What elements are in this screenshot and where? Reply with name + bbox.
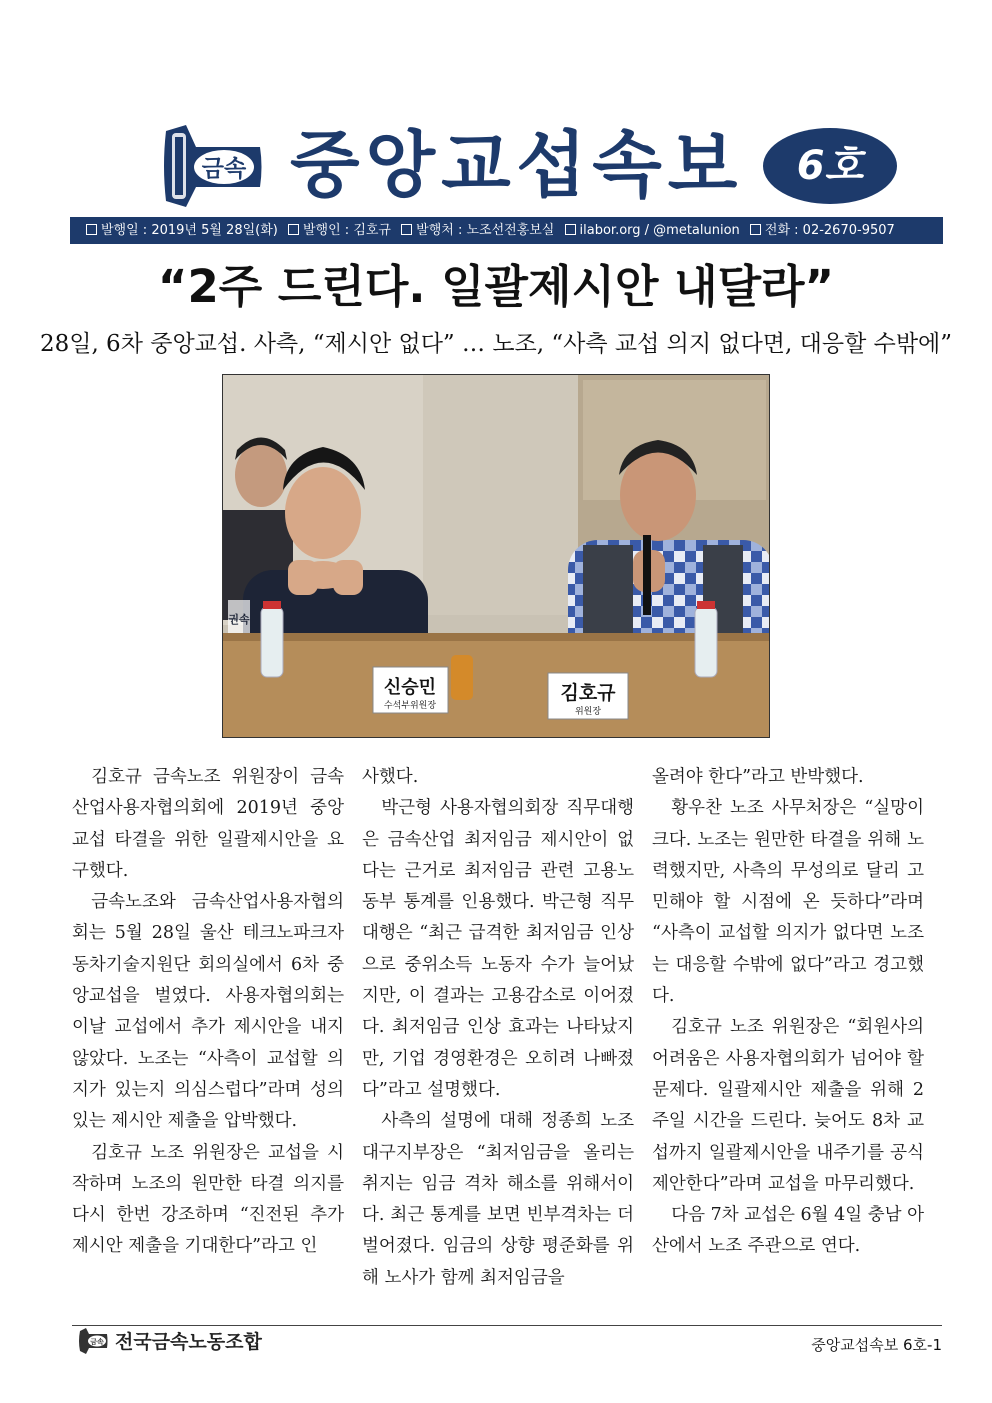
article-column-1 [72,762,344,1263]
article-paragraph: 금속노조와 금속산업사용자협의회는 5월 28일 울산 테크노파크자동차기술지원단 회의실에서 6차 중앙교섭을 벌였다. 사용자협의회는 이날 교섭에서 추가 제시안을 내지 않았다. 노조는 “사측이 교섭할 의지가 있는지 의심스럽다”라며 성의 있는 제시안 제출을 압박했다. [72,892,344,1132]
square-bullet-icon [401,224,412,235]
info-web[interactable]: ilabor.org / @metalunion [579,223,740,238]
footer-page-number: 중앙교섭속보 6호-1 [811,1336,942,1354]
nameplate-left-title: 수석부위원장 [383,701,437,711]
info-office: 발행처 : 노조선전홍보실 [416,223,555,238]
article-paragraph: 올려야 한다”라고 반박했다. [652,767,864,787]
masthead-title: 중앙교섭속보 [290,123,744,207]
article-paragraph: 다음 7차 교섭은 6월 4일 충남 아산에서 노조 주관으로 연다. [652,1205,924,1257]
vest-label: 권속 [228,613,250,626]
nameplate-right-title: 위원장 [574,707,602,717]
article-paragraph: 김호규 금속노조 위원장이 금속산업사용자협의회에 2019년 중앙교섭 타결을 위한 일괄제시안을 요구했다. [72,767,344,881]
publication-info-bar [70,217,943,244]
article-paragraph: 김호규 노조 위원장은 교섭을 시작하며 노조의 원만한 타결 의지를 다시 한번 강조하며 “진전된 추가 제시안 제출을 기대한다”라고 인 [72,1142,344,1257]
nameplate-left-name: 신승민 [383,677,437,698]
article-paragraph: 사측의 설명에 대해 정종희 노조 대구지부장은 “최저임금을 올리는 취지는 임금 격차 해소를 위해서이다. 최근 통계를 보면 빈부격차는 더 벌어졌다. 임금의 상향 평준화를 위해 노사가 함께 최저임금을 [362,1111,634,1288]
subheadline: 28일, 6차 중앙교섭. 사측, “제시안 없다” … 노조, “사측 교섭 의지 없다면, 대응할 수밖에” [39,331,953,357]
masthead [0,0,992,215]
union-logo [162,125,264,207]
square-bullet-icon [750,224,761,235]
article-column-2 [362,762,634,1294]
article-paragraph: 황우찬 노조 사무처장은 “실망이 크다. 노조는 원만한 타결을 위해 노력했지만, 사측의 무성의로 달리 고민해야 할 시점에 온 듯하다”라며 “사측이 교섭할 의지가 없다면 노조는 대응할 수밖에 없다”라고 경고했다. [652,798,924,1007]
footer-logo-icon [78,1328,108,1354]
meeting-photo [222,374,770,738]
article-paragraph: 박근형 사용자협의회장 직무대행은 금속산업 최저임금 제시안이 없다는 근거로 최저임금 관련 고용노동부 통계를 인용했다. 박근형 직무대행은 “최근 급격한 최저임금 인상으로 중위소득 노동자 수가 늘어났지만, 이 결과는 고용감소로 이어졌다. 최저임금 인상 효과는 나타났지만, 기업 경영환경은 오히려 나빠졌다”라고 설명했다. [362,798,634,1100]
nameplate-right-name: 김호규 [560,682,616,704]
article-paragraph: 김호규 노조 위원장은 “회원사의 어려움은 사용자협의회가 넘어야 할 문제다. 일괄제시안 제출을 위해 2주일 시간을 드린다. 늦어도 8차 교섭까지 일괄제시안을 내주기를 공식 제안한다”라며 교섭을 마무리했다. [652,1017,924,1194]
logo-text: 금속 [201,156,247,182]
info-phone: 전화 : 02-2670-9507 [764,223,895,238]
footer-logo-text: 금속 [90,1338,104,1346]
square-bullet-icon [86,224,97,235]
article-paragraph: 사했다. [362,767,419,787]
footer-divider [72,1325,942,1326]
headline: “2주 드린다. 일괄제시안 내달라” [157,260,835,313]
square-bullet-icon [288,224,299,235]
info-date: 발행일 : 2019년 5월 28일(화) [101,223,278,238]
info-publisher: 발행인 : 김호규 [303,223,391,238]
article-column-3 [652,762,924,1263]
square-bullet-icon [565,224,576,235]
issue-number-badge: 6호 [763,128,897,204]
footer-organization: 전국금속노동조합 [115,1331,262,1353]
